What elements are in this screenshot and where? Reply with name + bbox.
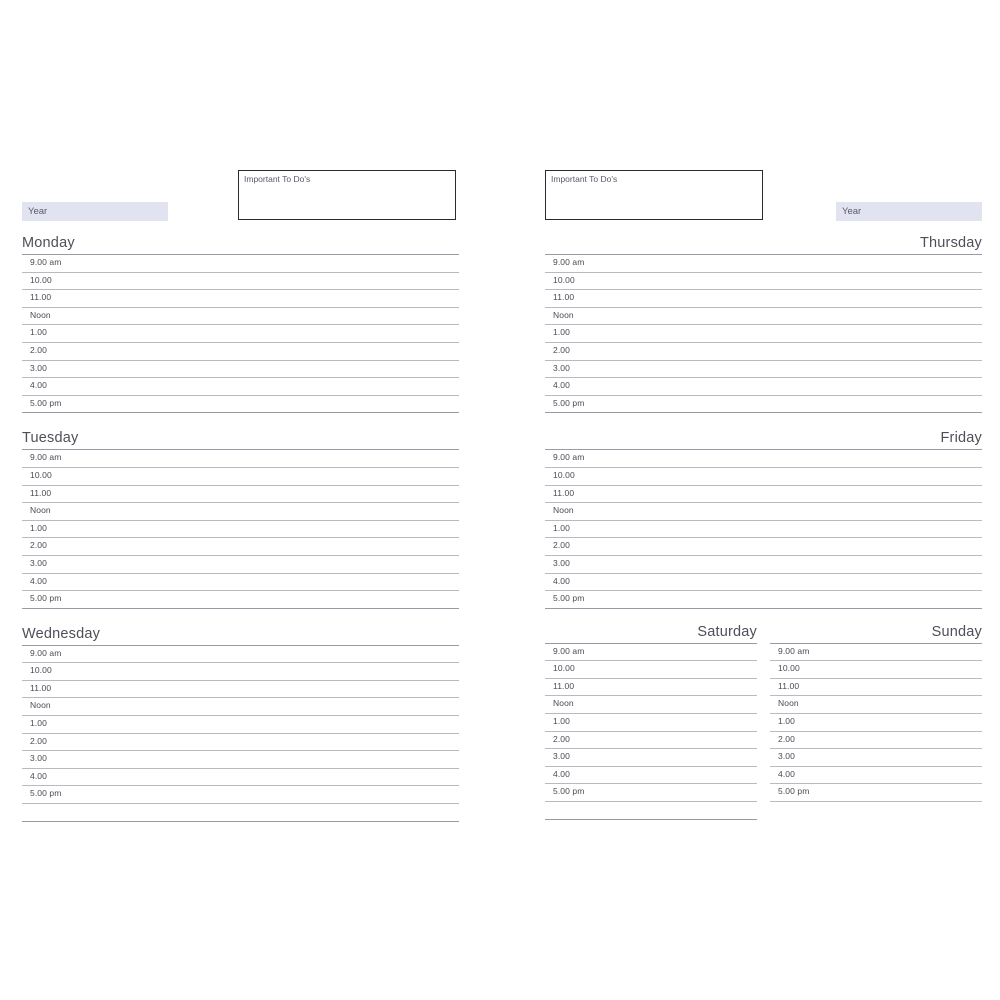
time-slot[interactable]	[545, 714, 757, 732]
time-slot-label: Noon	[553, 309, 574, 320]
time-slot[interactable]	[545, 767, 757, 785]
time-slot[interactable]	[545, 661, 757, 679]
time-slot[interactable]	[22, 325, 459, 343]
time-slot-label: 5.00 pm	[30, 397, 62, 408]
time-slot-label: 11.00	[778, 680, 800, 691]
right-page-header	[545, 170, 982, 232]
time-slot[interactable]	[545, 290, 982, 308]
time-slot[interactable]	[545, 749, 757, 767]
important-todos-label: Important To Do's	[551, 174, 618, 184]
time-slot[interactable]	[545, 255, 982, 273]
time-slot[interactable]	[545, 574, 982, 592]
day-header-wednesday	[22, 625, 459, 646]
time-slot[interactable]	[545, 468, 982, 486]
time-slot[interactable]	[22, 538, 459, 556]
time-slot-label: Noon	[553, 698, 574, 709]
time-slot[interactable]	[22, 681, 459, 699]
time-slot[interactable]	[545, 696, 757, 714]
time-slot-label: 2.00	[30, 344, 47, 355]
time-slot[interactable]	[22, 663, 459, 681]
time-slot-label: 5.00 pm	[778, 786, 810, 797]
day-block-tuesday	[22, 429, 459, 608]
time-slot[interactable]	[22, 769, 459, 787]
time-slot-label: 9.00 am	[778, 645, 810, 656]
time-slot-label: 5.00 pm	[30, 593, 62, 604]
time-slot-label: 5.00 pm	[553, 786, 585, 797]
time-slot-label: 1.00	[30, 522, 47, 533]
time-slot[interactable]	[770, 661, 982, 679]
time-slot[interactable]	[545, 802, 757, 820]
day-title: Friday	[940, 430, 982, 447]
time-slot[interactable]	[22, 716, 459, 734]
time-slot[interactable]	[22, 503, 459, 521]
time-slot-label: 2.00	[30, 735, 47, 746]
time-slot[interactable]	[770, 784, 982, 802]
time-slot-label: 4.00	[30, 575, 47, 586]
time-slot[interactable]	[545, 556, 982, 574]
time-slot-label: 11.00	[553, 487, 575, 498]
time-slot-label: 3.00	[553, 362, 570, 373]
day-header-saturday	[545, 623, 757, 644]
day-title: Tuesday	[22, 430, 79, 447]
time-slot[interactable]	[545, 521, 982, 539]
time-slot[interactable]	[22, 396, 459, 414]
year-field-label: Year	[28, 206, 48, 217]
time-slot[interactable]	[770, 714, 982, 732]
time-slot-label: 10.00	[30, 469, 52, 480]
time-slot-label: 5.00 pm	[553, 593, 585, 604]
time-slot-label: 3.00	[30, 557, 47, 568]
day-block-saturday	[545, 623, 757, 820]
time-slot[interactable]	[770, 644, 982, 662]
day-block-monday	[22, 234, 459, 413]
time-slot[interactable]	[22, 290, 459, 308]
time-slot[interactable]	[545, 538, 982, 556]
time-slot[interactable]	[545, 644, 757, 662]
time-slot-label: 4.00	[30, 770, 47, 781]
time-slot-label: 1.00	[553, 716, 570, 727]
time-slot[interactable]	[545, 784, 757, 802]
time-slot-label: 9.00 am	[30, 452, 62, 463]
time-slot[interactable]	[545, 273, 982, 291]
time-slot[interactable]	[545, 325, 982, 343]
time-slot[interactable]	[22, 468, 459, 486]
time-slot-label: 3.00	[553, 751, 570, 762]
time-slot[interactable]	[22, 574, 459, 592]
time-slot-label: Noon	[553, 505, 574, 516]
spacer	[22, 413, 459, 427]
time-slot-label: 11.00	[553, 680, 575, 691]
time-slot[interactable]	[22, 804, 459, 822]
time-slot[interactable]	[545, 361, 982, 379]
day-title: Saturday	[697, 623, 757, 640]
time-slot[interactable]	[770, 749, 982, 767]
time-slot-label: 4.00	[553, 768, 570, 779]
time-slot-label: 2.00	[553, 344, 570, 355]
day-header-friday	[545, 429, 982, 450]
time-slot[interactable]	[545, 396, 982, 414]
time-slot-label: 3.00	[778, 751, 795, 762]
time-slot[interactable]	[22, 646, 459, 664]
time-slot-label: 2.00	[30, 540, 47, 551]
time-slot-label: 5.00 pm	[30, 788, 62, 799]
time-slot[interactable]	[770, 767, 982, 785]
time-slot-label: 3.00	[30, 753, 47, 764]
time-slot-label: 1.00	[30, 327, 47, 338]
time-slot[interactable]	[22, 698, 459, 716]
weekend-row	[545, 623, 982, 820]
time-slot[interactable]	[545, 679, 757, 697]
left-page-header	[22, 170, 459, 232]
time-slot-label: 10.00	[778, 663, 800, 674]
day-header-sunday	[770, 623, 982, 644]
time-slot[interactable]	[770, 802, 982, 820]
time-slot-label: 5.00 pm	[553, 397, 585, 408]
time-slot-label: 1.00	[778, 716, 795, 727]
time-slot-label: 10.00	[30, 665, 52, 676]
left-page	[22, 170, 459, 822]
year-field-left[interactable]	[22, 202, 168, 221]
time-slot-label: 4.00	[553, 575, 570, 586]
time-slot-label: Noon	[30, 700, 51, 711]
time-slot-label: 11.00	[30, 682, 52, 693]
time-slot-label: 1.00	[30, 718, 47, 729]
day-header-thursday	[545, 234, 982, 255]
day-block-friday	[545, 429, 982, 608]
time-slot[interactable]	[22, 486, 459, 504]
time-slot-label: 1.00	[553, 522, 570, 533]
time-slot-label: 10.00	[553, 274, 575, 285]
time-slot-label: 2.00	[778, 733, 795, 744]
time-slot-label: 4.00	[553, 380, 570, 391]
time-slot[interactable]	[545, 308, 982, 326]
time-slot[interactable]	[545, 343, 982, 361]
time-slot[interactable]	[22, 734, 459, 752]
day-block-wednesday	[22, 625, 459, 822]
time-slot-label: 2.00	[553, 733, 570, 744]
time-slot-label: 3.00	[30, 362, 47, 373]
time-slot-label: 9.00 am	[553, 645, 585, 656]
time-slot-label: 11.00	[30, 487, 52, 498]
time-slot[interactable]	[545, 378, 982, 396]
time-slot-label: 9.00 am	[553, 452, 585, 463]
time-slot[interactable]	[22, 273, 459, 291]
time-slot-label: 3.00	[553, 557, 570, 568]
time-slot[interactable]	[22, 786, 459, 804]
time-slot-label: Noon	[30, 505, 51, 516]
time-slot-label: 10.00	[553, 663, 575, 674]
time-slot-label: 11.00	[553, 292, 575, 303]
time-slot-label: 9.00 am	[30, 257, 62, 267]
time-slot[interactable]	[22, 378, 459, 396]
year-field-right[interactable]	[836, 202, 982, 221]
day-title: Monday	[22, 235, 75, 251]
time-slot-label: Noon	[30, 309, 51, 320]
spacer	[545, 609, 982, 623]
time-slot[interactable]	[545, 591, 982, 609]
time-slot-label: 4.00	[30, 380, 47, 391]
important-todos-label: Important To Do's	[244, 174, 311, 184]
time-slot[interactable]	[770, 679, 982, 697]
time-slot[interactable]	[545, 450, 982, 468]
important-todos-box-left[interactable]	[238, 170, 456, 220]
day-title: Sunday	[931, 623, 982, 640]
time-slot-label: 10.00	[30, 274, 52, 285]
time-slot[interactable]	[22, 255, 459, 273]
time-slot-label: Noon	[778, 698, 799, 709]
time-slot[interactable]	[545, 503, 982, 521]
day-title: Thursday	[919, 235, 982, 251]
time-slot[interactable]	[22, 591, 459, 609]
time-slot[interactable]	[770, 696, 982, 714]
spacer	[545, 413, 982, 427]
time-slot-label: 1.00	[553, 327, 570, 338]
time-slot-label: 9.00 am	[553, 257, 585, 267]
day-block-thursday	[545, 234, 982, 413]
time-slot[interactable]	[22, 361, 459, 379]
time-slot[interactable]	[22, 450, 459, 468]
day-title: Wednesday	[22, 625, 101, 642]
year-field-label: Year	[842, 206, 862, 217]
time-slot-label: 9.00 am	[30, 647, 62, 658]
time-slot[interactable]	[22, 751, 459, 769]
important-todos-box-right[interactable]	[545, 170, 763, 220]
time-slot[interactable]	[770, 732, 982, 750]
day-header-tuesday	[22, 429, 459, 450]
time-slot[interactable]	[22, 521, 459, 539]
time-slot-label: 4.00	[778, 768, 795, 779]
day-block-sunday	[770, 623, 982, 820]
right-page	[545, 170, 982, 820]
time-slot-label: 11.00	[30, 292, 52, 303]
time-slot[interactable]	[22, 556, 459, 574]
day-header-monday	[22, 234, 459, 255]
spacer	[22, 609, 459, 623]
time-slot[interactable]	[22, 343, 459, 361]
time-slot[interactable]	[545, 486, 982, 504]
time-slot[interactable]	[545, 732, 757, 750]
time-slot-label: 2.00	[553, 540, 570, 551]
time-slot-label: 10.00	[553, 469, 575, 480]
time-slot[interactable]	[22, 308, 459, 326]
